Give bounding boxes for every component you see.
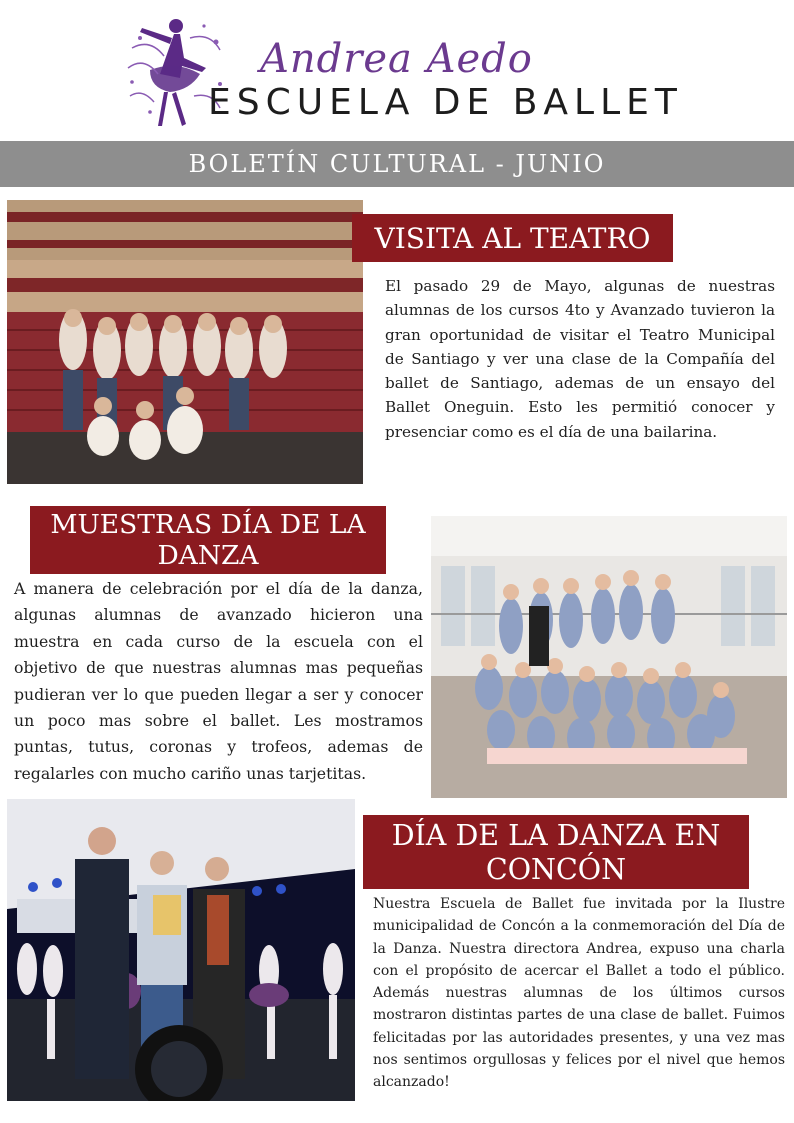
section-body-theater-visit: El pasado 29 de Mayo, algunas de nuestras alumnas de los cursos 4to y Avanzado tuvieron la gran oportunidad de visitar el Teatro Municipal de Santiago y ver una clase de la Compañía del ballet de Santiago, ademas de un ensayo del Ballet Oneguin. Esto les permitió conocer y presenciar como es el día de una bailarina.	[385, 277, 775, 441]
newsletter-banner	[0, 141, 794, 187]
school-logo	[120, 8, 683, 130]
logo-school-name: ESCUELA DE BALLET	[208, 82, 683, 123]
concon-event-photo	[7, 799, 355, 1101]
section-title-dance-day-showcase: MUESTRAS DÍA DE LA DANZA	[30, 506, 386, 574]
banner-title: BOLETÍN CULTURAL - JUNIO	[188, 150, 606, 178]
dance-studio-photo	[431, 516, 787, 798]
section-body-concon-dance-day: Nuestra Escuela de Ballet fue invitada por la Ilustre municipalidad de Concón a la conmemoración del Día de la Danza. Nuestra directora Andrea, expuso una charla con el propósito de acercar el Ballet a todo el público. Además nuestras alumnas de los últimos cursos mostraron distintas partes de una clase de ballet. Fuimos felicitadas por las autoridades presentes, y una vez mas nos sentimos orgullosas y felices por el nivel que hemos alcanzado!	[373, 896, 785, 1091]
logo-script-name: Andrea Aedo	[260, 36, 533, 82]
section-body-dance-day-showcase: A manera de celebración por el día de la danza, algunas alumnas de avanzado hicieron una muestra en cada curso de la escuela con el objetivo de que nuestras alumnas mas pequeñas pudieran ver lo que pueden llegar a ser y conocer un poco mas sobre el ballet. Les mostramos puntas, tutus, coronas y trofeos, ademas de regalarles con mucho cariño unas tarjetitas.	[14, 579, 423, 783]
section-title-concon-dance-day: DÍA DE LA DANZA EN CONCÓN	[363, 815, 749, 889]
section-title-theater-visit: VISITA AL TEATRO	[352, 214, 673, 262]
theater-visit-photo	[7, 200, 363, 484]
